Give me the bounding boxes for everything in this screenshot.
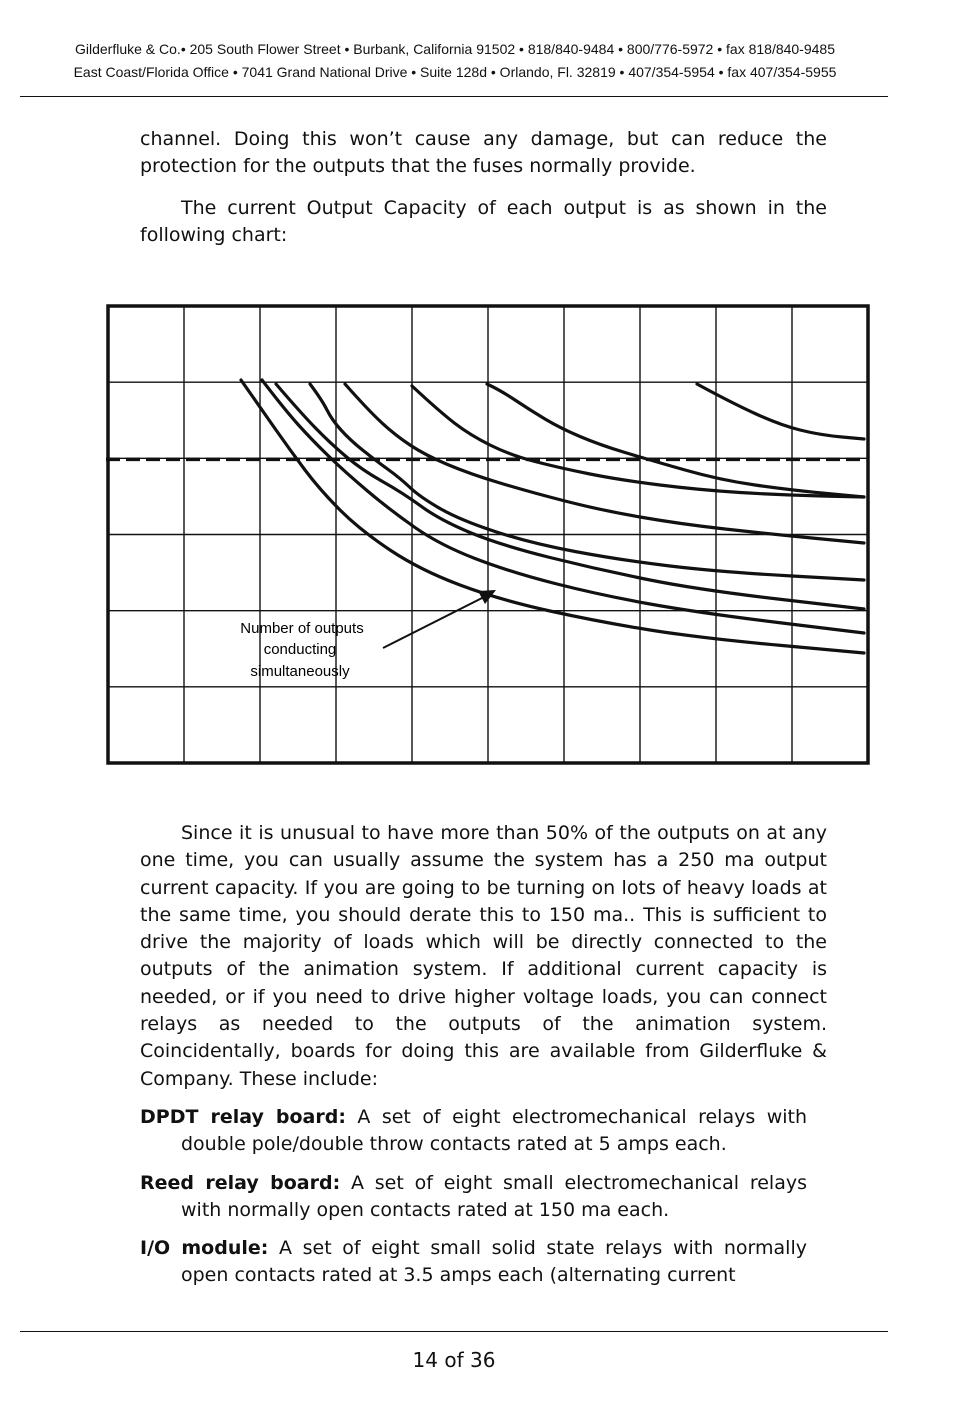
paragraph-3-text: Since it is unusual to have more than 50% of the outputs on at any one time, you can usually assume the system has a 250 ma output current capacity. If you are going to be turning on lots of heavy loads at the same time, you should derate this to 150 ma.. This is sufficient to drive the majority of loads which will be directly connected to the outputs of the animation system. If additional current capacity is needed, or if you need to drive higher voltage loads, you can connect relays as needed to the outputs of the animation system. Coincidentally, boards for doing this are available from Gilderfluke & Company. These include: (140, 822, 827, 1090)
chart-curve-8 (697, 384, 864, 439)
definition-reed (140, 1170, 807, 1225)
definition-term: Reed relay board: (140, 1171, 341, 1194)
chart-curve-5 (345, 384, 864, 543)
relay-board-list (140, 1104, 807, 1301)
definition-text: A set of eight small solid state relays with normally open contacts rated at 3.5 amps each (alternating current (181, 1237, 807, 1287)
annotation-line-1: Number of outputs (240, 620, 364, 637)
annotation-line-2: conducting (263, 641, 337, 658)
annotation-arrow (383, 596, 486, 648)
letterhead-line-1: Gilderfluke & Co.• 205 South Flower Street • Burbank, California 91502 • 818/840-9484 • 800/776-5972 • fax 818/840-9485 (75, 41, 835, 57)
chart-curve-7 (487, 384, 864, 497)
paragraph-1-text: channel. Doing this won’t cause any damage, but can reduce the protection for the outputs that the fuses normally provide. (140, 128, 827, 178)
definition-io (140, 1235, 807, 1290)
annotation-line-3: simultaneously (250, 663, 350, 680)
paragraph-3 (140, 820, 827, 1093)
chart-curves (241, 380, 864, 653)
definition-dpdt (140, 1104, 807, 1159)
letterhead-line-2: East Coast/Florida Office • 7041 Grand National Drive • Suite 128d • Orlando, Fl. 32819 • 407/354-5954 • fax 407/354-5955 (73, 64, 837, 80)
definition-text: A set of eight electromechanical relays with double pole/double throw contacts rated at 5 amps each. (181, 1106, 807, 1156)
chart-curve-6 (412, 386, 864, 497)
footer-rule (20, 1331, 888, 1332)
definition-text: A set of eight small electromechanical relays with normally open contacts rated at 150 ma each. (181, 1171, 807, 1221)
chart-annotation (240, 590, 496, 680)
definition-term: DPDT relay board: (140, 1106, 346, 1128)
paragraph-2-text: The current Output Capacity of each output is as shown in the following chart: (140, 197, 827, 247)
chart-curve-2 (262, 380, 864, 633)
chart-grid (108, 306, 868, 763)
definition-term: I/O module: (140, 1237, 269, 1260)
page-number: 14 of 36 (412, 1348, 496, 1372)
